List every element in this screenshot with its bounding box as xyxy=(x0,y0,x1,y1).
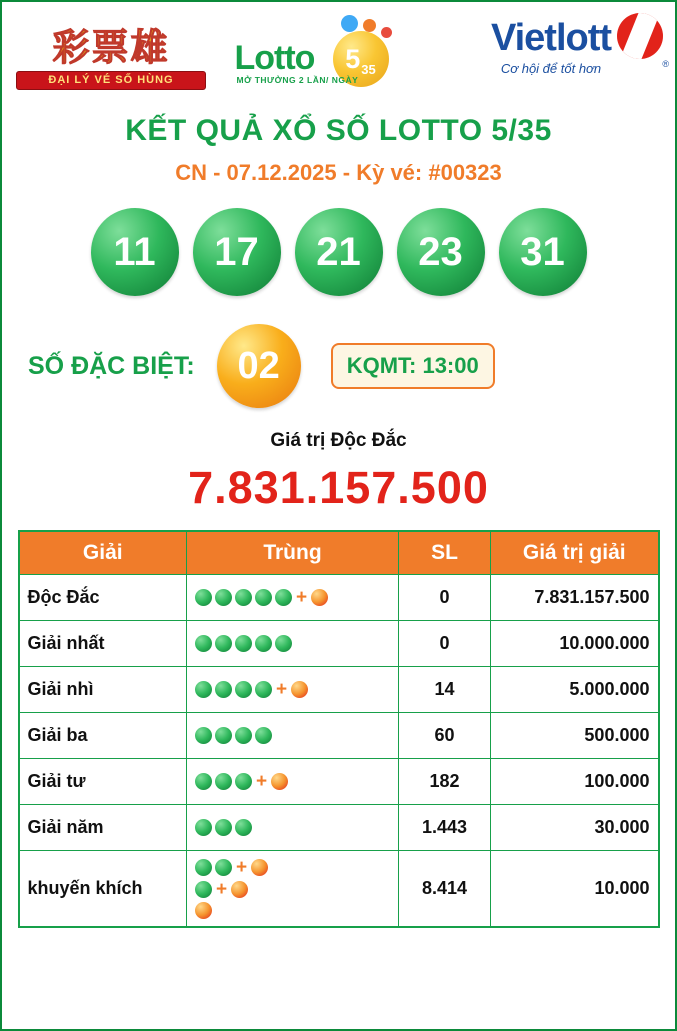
special-ball-icon xyxy=(231,881,248,898)
green-ball-icon xyxy=(195,681,212,698)
special-ball-icon xyxy=(251,859,268,876)
special-ball-icon xyxy=(311,589,328,606)
green-ball-icon xyxy=(195,727,212,744)
prize-value-cell: 30.000 xyxy=(491,805,659,851)
vietlott-slogan: Cơ hội để tốt hơn xyxy=(500,61,602,76)
winning-ball: 17 xyxy=(193,208,281,296)
green-ball-icon xyxy=(215,589,232,606)
prize-value-cell: 10.000.000 xyxy=(491,621,659,667)
green-ball-icon xyxy=(235,589,252,606)
green-ball-icon xyxy=(195,881,212,898)
match-pattern-cell xyxy=(187,759,399,805)
green-ball-icon xyxy=(275,589,292,606)
green-ball-icon xyxy=(235,773,252,790)
vietlott-star-icon xyxy=(617,13,663,59)
green-ball-icon xyxy=(215,773,232,790)
table-row xyxy=(19,805,659,851)
page-title: KẾT QUẢ XỔ SỐ LOTTO 5/35 xyxy=(125,114,552,147)
match-pattern-cell xyxy=(187,851,399,928)
table-row xyxy=(19,575,659,621)
th-value: Giá trị giải xyxy=(491,531,659,575)
th-count: SL xyxy=(399,531,491,575)
logo-caipiaoxiong xyxy=(16,25,206,90)
green-ball-icon xyxy=(255,635,272,652)
winning-numbers xyxy=(2,208,675,296)
prize-name-cell: Giải tư xyxy=(19,759,187,805)
red-dot-icon xyxy=(381,27,392,38)
lotto-tagline: MỞ THƯỞNG 2 LẦN/ NGÀY xyxy=(236,75,359,85)
logo-lotto535 xyxy=(229,13,419,105)
logo-ribbon-text: ĐẠI LÝ VÉ SỐ HÙNG xyxy=(16,71,206,90)
prize-name-cell: Giải năm xyxy=(19,805,187,851)
winning-ball: 21 xyxy=(295,208,383,296)
green-ball-icon xyxy=(215,635,232,652)
prize-table-body xyxy=(19,575,659,928)
green-ball-icon xyxy=(235,635,252,652)
orange-dot-icon xyxy=(363,19,376,32)
table-row xyxy=(19,851,659,928)
winner-count-cell: 8.414 xyxy=(399,851,491,928)
match-pattern-cell xyxy=(187,713,399,759)
th-prize: Giải xyxy=(19,531,187,575)
winning-ball: 11 xyxy=(91,208,179,296)
green-ball-icon xyxy=(195,589,212,606)
table-row xyxy=(19,667,659,713)
header xyxy=(2,2,675,110)
plus-icon: + xyxy=(216,879,228,900)
table-row xyxy=(19,713,659,759)
winning-ball: 23 xyxy=(397,208,485,296)
table-header-row xyxy=(19,531,659,575)
plus-icon: + xyxy=(276,679,288,700)
vietlott-wordmark: Vietlott xyxy=(490,17,612,59)
match-pattern-cell xyxy=(187,805,399,851)
match-pattern-cell xyxy=(187,667,399,713)
winner-count-cell: 0 xyxy=(399,621,491,667)
winner-count-cell: 1.443 xyxy=(399,805,491,851)
green-ball-icon xyxy=(255,589,272,606)
green-ball-icon xyxy=(215,681,232,698)
match-pattern-cell xyxy=(187,575,399,621)
special-number-ball: 02 xyxy=(217,324,301,408)
registered-mark-icon: ® xyxy=(662,59,669,69)
green-ball-icon xyxy=(255,727,272,744)
green-ball-icon xyxy=(235,727,252,744)
green-ball-icon xyxy=(235,681,252,698)
prize-name-cell: Giải ba xyxy=(19,713,187,759)
prize-name-cell: Độc Đắc xyxy=(19,575,187,621)
prize-value-cell: 10.000 xyxy=(491,851,659,928)
winner-count-cell: 0 xyxy=(399,575,491,621)
green-ball-icon xyxy=(275,635,292,652)
green-ball-icon xyxy=(215,819,232,836)
prize-table xyxy=(18,530,660,928)
green-ball-icon xyxy=(195,819,212,836)
jackpot-value: 7.831.157.500 xyxy=(188,462,489,513)
lotto-ball-small-number: 35 xyxy=(361,62,376,77)
winning-ball: 31 xyxy=(499,208,587,296)
prize-value-cell: 100.000 xyxy=(491,759,659,805)
prize-value-cell: 7.831.157.500 xyxy=(491,575,659,621)
special-number-row xyxy=(2,324,675,408)
table-row xyxy=(19,759,659,805)
winner-count-cell: 182 xyxy=(399,759,491,805)
prize-name-cell: Giải nhất xyxy=(19,621,187,667)
winner-count-cell: 14 xyxy=(399,667,491,713)
green-ball-icon xyxy=(195,773,212,790)
plus-icon: + xyxy=(236,857,248,878)
table-row xyxy=(19,621,659,667)
green-ball-icon xyxy=(215,727,232,744)
prize-value-cell: 5.000.000 xyxy=(491,667,659,713)
winner-count-cell: 60 xyxy=(399,713,491,759)
plus-icon: + xyxy=(296,587,308,608)
green-ball-icon xyxy=(235,819,252,836)
logo-chinese-name: 彩票雄 xyxy=(52,25,170,69)
th-match: Trùng xyxy=(187,531,399,575)
green-ball-icon xyxy=(195,859,212,876)
prize-value-cell: 500.000 xyxy=(491,713,659,759)
special-ball-icon xyxy=(195,902,212,919)
blue-dot-icon xyxy=(341,15,358,32)
kqmt-badge: KQMT: 13:00 xyxy=(331,343,495,389)
logo-vietlott xyxy=(441,17,669,99)
prize-name-cell: khuyến khích xyxy=(19,851,187,928)
special-ball-icon xyxy=(271,773,288,790)
green-ball-icon xyxy=(195,635,212,652)
draw-subtitle: CN - 07.12.2025 - Kỳ vé: #00323 xyxy=(175,160,502,185)
lotto-wordmark: Lotto xyxy=(234,39,315,77)
special-ball-icon xyxy=(291,681,308,698)
green-ball-icon xyxy=(215,859,232,876)
jackpot-label: Giá trị Độc Đắc xyxy=(270,430,407,451)
match-pattern-cell xyxy=(187,621,399,667)
plus-icon: + xyxy=(256,771,268,792)
prize-name-cell: Giải nhì xyxy=(19,667,187,713)
green-ball-icon xyxy=(255,681,272,698)
lotto-ball-main-number: 5 xyxy=(345,43,361,74)
special-number-label: SỐ ĐẶC BIỆT: xyxy=(28,351,195,380)
